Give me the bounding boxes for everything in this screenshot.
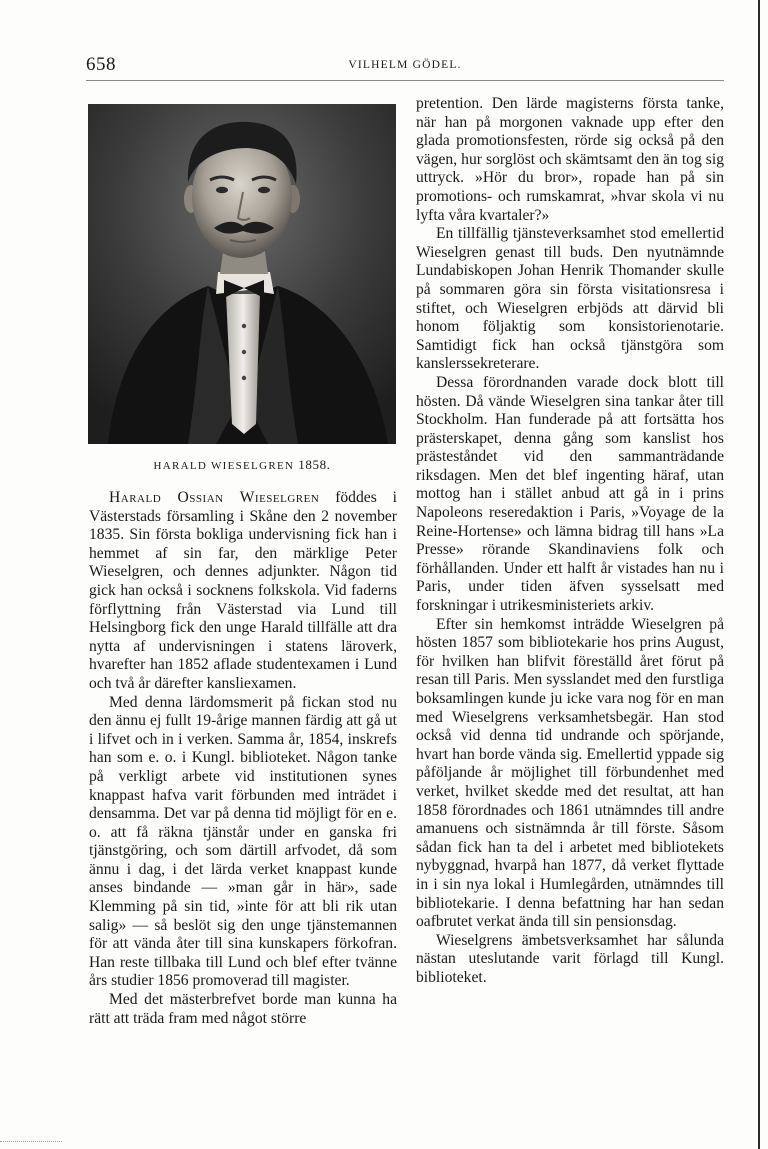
paragraph (89, 489, 397, 694)
paragraph: pretention. Den lärde magisterns första tanke, när han på morgonen vaknade upp efter den glada promotionsfesten, rörde sig också på den vägen, hur sorglöst och skämtsamt den än tog sig uttryck. »Hör du bror», ropade han på sin promotions- och rumskamrat, »hvar skola vi nu lyfta våra kvartaler?» (416, 95, 724, 224)
paragraph-text: föddes i Västerstads församling i Skåne den 2 november 1835. Sin första bokliga undervisning fick han i hemmet af sin far, den märklige Peter Wieselgren, och dennes adjunkter. Någon tid gick han också i socknens folkskola. Vid faderns förflyttning från Västerstad via Lund till Helsingborg fick den unge Harald tillfälle att dra nytta af undervisningen i statens läroverk, hvarefter han 1852 aflade studentexamen i Lund och två år därefter kansliexamen. (89, 489, 397, 692)
right-text-column (416, 95, 724, 988)
paragraph: En tillfällig tjänsteverksamhet stod emellertid Wieselgren genast till buds. Den nyutnämnde Lundabiskopen Johan Henrik Thomander skulle på sommaren göra sin första visitationsresa i stiftet, och Wieselgren erbjöds att därvid bli honom följaktig som konsistorienotarie. Samtidigt fick han också tjänstgöra som kanslerssekreterare. (416, 225, 724, 373)
subject-name: Harald Ossian Wieselgren (109, 489, 320, 506)
paragraph: Med denna lärdomsmerit på fickan stod nu den ännu ej fullt 19-årige mannen färdig att gå ut i lifvet och in i verken. Samma år, 1854, inskrefs han som e. o. i Kungl. biblioteket. Någon tanke på verkligt arbete vid institutionen synes knappast hafva varit förbunden med inträdet i densamma. Det var på denna tid möjligt för en e. o. att få räkna tjänstår under en ganska fri tjänstgöring, och som därtill arfvodet, då som ännu i dag, i det lärda verket knappast kunde anses bindande — »man går in här», sade Klemming på sin tid, »inte för att bli rik utan salig» — så beslöt sig den unge tjänstemannen för att vända åter till sina kunskapers förkofran. Han reste tillbaka till Lund och blef efter tvänne års studier 1856 promoverad till magister. (89, 693, 397, 990)
scan-edge-mark (0, 1141, 62, 1143)
paragraph: Med det mästerbrefvet borde man kunna ha rätt att träda fram med något större (89, 991, 397, 1027)
page-number: 658 (86, 54, 116, 75)
caption-name: HARALD WIESELGREN (153, 460, 295, 472)
paragraph: Efter sin hemkomst inträdde Wieselgren på hösten 1857 som bibliotekarie hos prins August, för hvilken han blifvit föreställd året förut på resan till Paris. Men sysslandet med den furstliga boksamlingen kunde ju icke vara nog för en man med Wieselgrens verksamhetsbegär. Han stod också vid denna tid undrande och spörjande, hvart han borde vända sig. Emellertid yppade sig påföljande år möjlighet till förbundenhet med verket, hvilket skedde med det resultat, att han 1858 förordnades och 1861 utnämndes till andre amanuens och sistnämnda år till förste. Såsom sådan fick han ta del i arbetet med bibliotekets nybyggnad, hvarpå han 1877, då verket flyttade in i sin nya lokal i Humlegården, utnämndes till bibliotekarie. I denna befattning har han sedan oafbrutet verkat ända till sin pensionsdag. (416, 615, 724, 931)
page-header (86, 52, 724, 82)
portrait-caption (88, 457, 396, 473)
page-edge-line (758, 0, 760, 1149)
left-text-column (89, 489, 397, 1028)
caption-year: 1858. (298, 457, 331, 472)
paragraph: Dessa förordnanden varade dock blott till hösten. Då vände Wieselgren sina tankar åter till Stockholm. Han funderade på att fortsätta hos prästerskapet, denna gång som kanslist hos prästeståndet vid den sammanträdande riksdagen. Men det blef ingenting häraf, utan mottog han i stället anbud att gå in i prins Napoleons reseredaktion i Paris, »Voyage de la Reine-Hortense» och lämna bidrag till hans »La Presse» rörande Skandinaviens folk och förhållanden. Under ett halft år vistades han nu i Paris, under tiden äfven sysselsatt med forskningar i utrikesministeriets arkiv. (416, 373, 724, 615)
paragraph: Wieselgrens ämbetsverksamhet har sålunda nästan uteslutande varit förlagd till Kungl. biblioteket. (416, 931, 724, 986)
running-head: VILHELM GÖDEL. (348, 59, 462, 71)
header-rule (86, 80, 724, 81)
portrait-photo (88, 104, 396, 444)
